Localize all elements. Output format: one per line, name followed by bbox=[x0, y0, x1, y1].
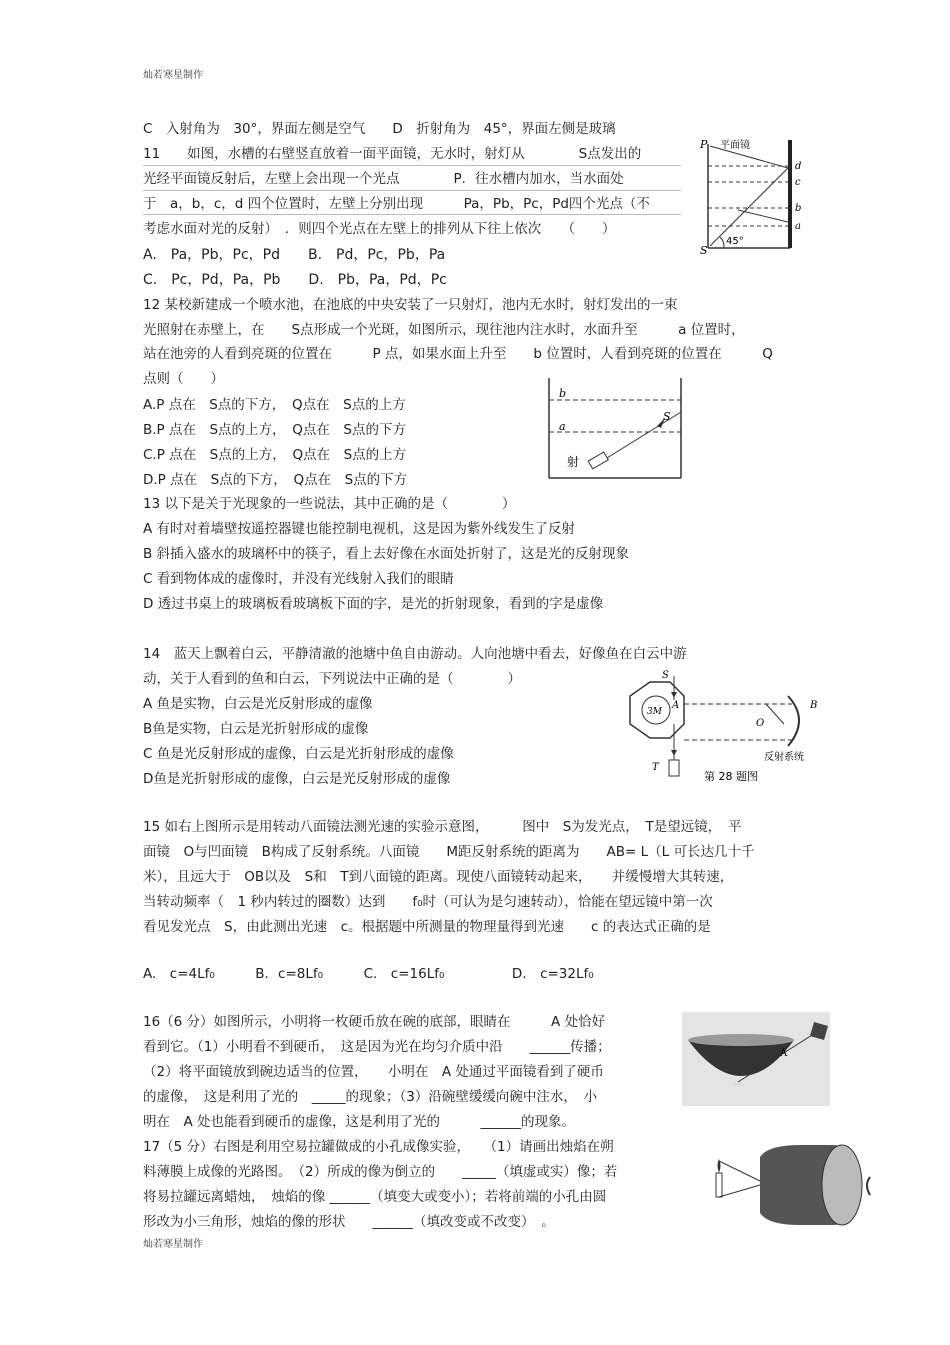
line-q12-b: B.P 点在 S点的上方， Q点在 S点的下方 bbox=[143, 422, 406, 438]
line-q14-b: B鱼是实物，白云是光折射形成的虚像 bbox=[143, 721, 369, 737]
fig11-label-mirror: 平面镜 bbox=[720, 140, 750, 151]
figure-q15-octagon bbox=[612, 668, 830, 786]
line-q11-2: 光经平面镜反射后，左壁上会出现一个光点 P．往水槽内加水，当水面处 bbox=[143, 171, 624, 187]
fig15-label-t: T bbox=[652, 762, 659, 773]
line-q15-options: A. c=4Lf₀ B．c=8Lf₀ C. c=16Lf₀ D. c=32Lf₀ bbox=[143, 966, 594, 982]
fig12-label-lamp: 射 bbox=[567, 455, 580, 469]
line-q11-3: 于 a，b，c，d 四个位置时，左壁上分别出现 Pa，Pb，Pc，Pd四个光点（不 bbox=[143, 196, 650, 212]
fig11-label-c: c bbox=[795, 177, 801, 188]
fig15-label-s: S bbox=[662, 670, 669, 681]
fig11-label-b: b bbox=[795, 203, 802, 214]
fig15-label-b: B bbox=[810, 700, 818, 711]
line-q16-3: （2）将平面镜放到碗边适当的位置， 小明在 A 处通过平面镜看到了硬币 bbox=[143, 1064, 604, 1080]
figure-q12-pool bbox=[545, 374, 685, 486]
fig11-label-p: P bbox=[700, 138, 708, 151]
line-q16-1: 16（6 分）如图所示，小明将一枚硬币放在碗的底部，眼睛在 A 处恰好 bbox=[143, 1014, 606, 1030]
line-q10-c: C 入射角为 30°，界面左侧是空气 D 折射角为 45°，界面左侧是玻璃 bbox=[143, 121, 616, 137]
fig15-label-system: 反射系统 bbox=[764, 752, 804, 763]
line-q12-1: 12 某校新建成一个喷水池，在池底的中央安装了一只射灯，池内无水时，射灯发出的一束 bbox=[143, 297, 678, 313]
fig15-caption: 第 28 题图 bbox=[704, 770, 758, 783]
line-q16-2: 看到它。（1）小明看不到硬币， 这是因为光在均匀介质中沿 ______传播； bbox=[143, 1039, 611, 1055]
line-q11-ab: A. Pa，Pb，Pc，Pd B. Pd，Pc，Pb，Pa bbox=[143, 247, 446, 263]
line-q13-a: A 有时对着墙壁按遥控器键也能控制电视机，这是因为紫外线发生了反射 bbox=[143, 521, 576, 537]
page-header: 灿若寒星制作 bbox=[143, 70, 203, 81]
line-q14-d: D鱼是光折射形成的虚像，白云是光反射形成的虚像 bbox=[143, 771, 451, 787]
fig12-label-a: a bbox=[559, 420, 566, 433]
fig15-label-a: A bbox=[672, 700, 680, 711]
figure-q16-bowl bbox=[682, 1012, 830, 1106]
line-q15-3: 米），且远大于 OB以及 S和 T到八面镜的距离。现使八面镜转动起来， 并缓慢增大其转速， bbox=[143, 869, 734, 885]
box-line bbox=[143, 190, 681, 191]
figure-q17-can bbox=[712, 1137, 876, 1229]
line-q14-1: 14 蓝天上飘着白云，平静清澈的池塘中鱼自由游动。人向池塘中看去，好像鱼在白云中游 bbox=[143, 646, 687, 662]
fig11-label-a: a bbox=[795, 221, 801, 232]
line-q11-1: 11 如图，水槽的右壁竖直放着一面平面镜，无水时，射灯从 S点发出的 bbox=[143, 146, 642, 162]
fig15-label-m: 3M bbox=[647, 707, 662, 717]
line-q17-1: 17（5 分）右图是利用空易拉罐做成的小孔成像实验， （1）请画出烛焰在朔 bbox=[143, 1139, 614, 1155]
line-q17-3: 将易拉罐远离蜡烛， 烛焰的像 ______（填变大或变小）；若将前端的小孔由圆 bbox=[143, 1189, 607, 1205]
line-q15-5: 看见发光点 S，由此测出光速 c。根据题中所测量的物理量得到光速 c 的表达式正确的是 bbox=[143, 919, 711, 935]
mirror-bar bbox=[788, 140, 792, 248]
fig11-label-angle: 45° bbox=[726, 236, 744, 247]
line-q14-c: C 鱼是光反射形成的虚像，白云是光折射形成的虚像 bbox=[143, 746, 454, 762]
box-line bbox=[143, 214, 681, 215]
line-q11-cd: C. Pc，Pd，Pa，Pb D. Pb，Pa，Pd，Pc bbox=[143, 272, 447, 288]
line-q13-c: C 看到物体成的虚像时，并没有光线射入我们的眼睛 bbox=[143, 571, 454, 587]
page-footer: 灿若寒星制作 bbox=[143, 1239, 203, 1250]
fig11-label-s: S bbox=[700, 244, 708, 256]
line-q16-5: 明在 A 处也能看到硬币的虚像，这是利用了光的 ______的现象。 bbox=[143, 1114, 576, 1130]
line-q13-d: D 透过书桌上的玻璃板看玻璃板下面的字，是光的折射现象，看到的字是虚像 bbox=[143, 596, 604, 612]
box-line bbox=[143, 165, 681, 166]
line-q11-4: 考虑水面对光的反射） ．则四个光点在左壁上的排列从下往上依次 （ ） bbox=[143, 221, 616, 237]
fig12-label-b: b bbox=[559, 387, 567, 400]
fig12-label-s: S bbox=[663, 410, 671, 423]
line-q15-1: 15 如右上图所示是用转动八面镜法测光速的实验示意图， 图中 S为发光点， T是望远镜， 平 bbox=[143, 819, 742, 835]
line-q12-d: D.P 点在 S点的下方， Q点在 S点的下方 bbox=[143, 472, 408, 488]
line-q16-4: 的虚像， 这是利用了光的 _____的现象；（3）沿碗壁缓缓向碗中注水， 小 bbox=[143, 1089, 598, 1105]
line-q14-2: 动，关于人看到的鱼和白云，下列说法中正确的是（ ） bbox=[143, 671, 521, 687]
line-q17-4: 形改为小三角形，烛焰的像的形状 ______（填改变或不改变） 。 bbox=[143, 1214, 555, 1230]
line-q15-2: 面镜 O与凹面镜 B构成了反射系统。八面镜 M距反射系统的距离为 AB= L（L 可长达几十千 bbox=[143, 844, 755, 860]
line-q15-4: 当转动频率（ 1 秒内转过的圈数）达到 f₀时（可认为是匀速转动），恰能在望远镜中第一次 bbox=[143, 894, 713, 910]
figure-q11-tank bbox=[698, 136, 808, 256]
line-q13-stem: 13 以下是关于光现象的一些说法，其中正确的是（ ） bbox=[143, 496, 516, 512]
line-q14-a: A 鱼是实物，白云是光反射形成的虚像 bbox=[143, 696, 373, 712]
line-q17-2: 料薄膜上成像的光路图。 （2）所成的像为倒立的 _____（填虚或实）像；若 bbox=[143, 1164, 618, 1180]
line-q12-c: C.P 点在 S点的上方， Q点在 S点的上方 bbox=[143, 447, 407, 463]
fig11-label-d: d bbox=[795, 161, 802, 172]
fig15-label-o: O bbox=[756, 718, 765, 729]
line-q12-2: 光照射在赤壁上，在 S点形成一个光斑，如图所示，现往池内注水时，水面升至 a 位置时， bbox=[143, 322, 745, 338]
line-q12-3: 站在池旁的人看到亮斑的位置在 P 点，如果水面上升至 b 位置时，人看到亮斑的位置在 Q bbox=[143, 346, 773, 362]
line-q13-b: B 斜插入盛水的玻璃杯中的筷子，看上去好像在水面处折射了，这是光的反射现象 bbox=[143, 546, 630, 562]
line-q12-4: 点则（ ） bbox=[143, 371, 224, 387]
line-q12-a: A.P 点在 S点的下方， Q点在 S点的上方 bbox=[143, 397, 406, 413]
fig16-label-a: A bbox=[780, 1048, 788, 1059]
